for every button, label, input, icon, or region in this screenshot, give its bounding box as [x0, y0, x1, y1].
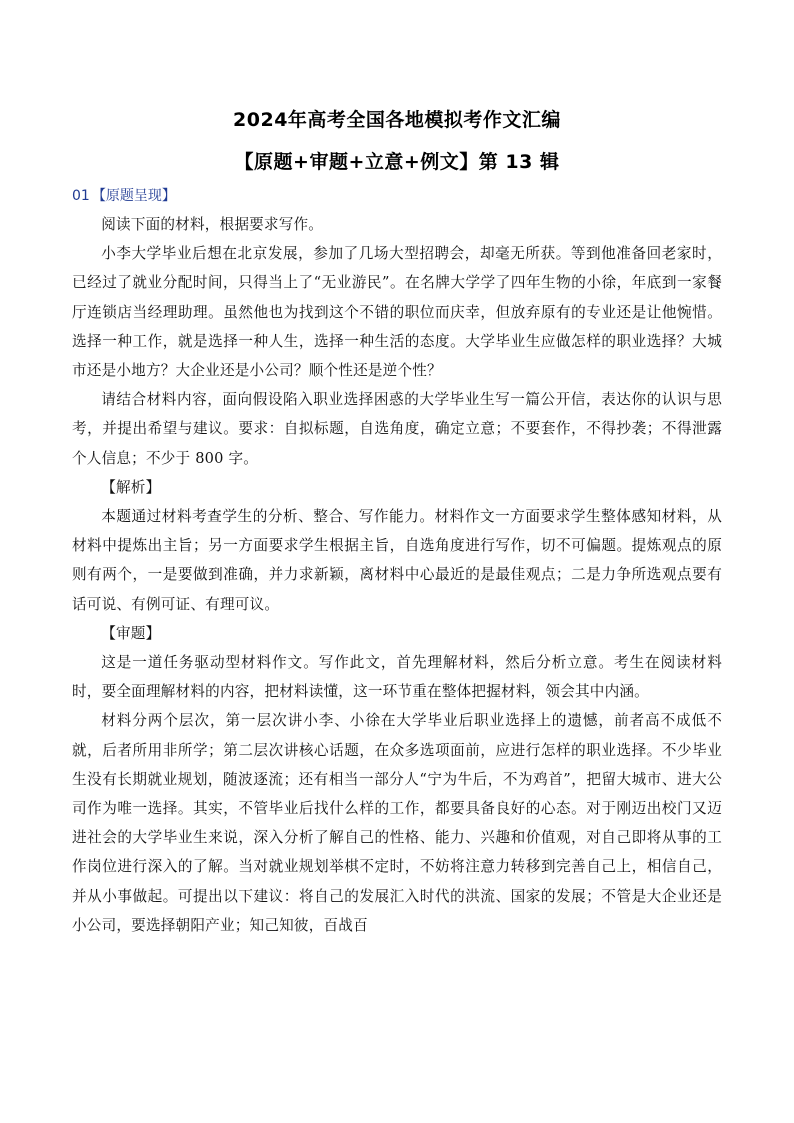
paragraph-requirements: 请结合材料内容，面向假设陷入职业选择困惑的大学毕业生写一篇公开信，表达你的认识与思考，并提出希望与建议。要求：自拟标题，自选角度，确定立意；不要套作，不得抄袭；不得泄露个人信息；不少于 800 字。 — [72, 391, 722, 467]
document-body — [72, 210, 722, 940]
section-heading — [72, 185, 176, 205]
paragraph-review-heading: 【审题】 — [101, 624, 161, 642]
document-subtitle: 【原题+审题+立意+例文】第 13 辑 — [234, 151, 560, 173]
paragraph-analysis: 本题通过材料考查学生的分析、整合、写作能力。材料作文一方面要求学生整体感知材料，从材料中提炼出主旨；另一方面要求学生根据主旨，自选角度进行写作，切不可偏题。提炼观点的原则有两个，一是要做到准确，并力求新颖，离材料中心最近的是最佳观点；二是力争所选观点要有话可说、有例可证、有理可议。 — [72, 508, 722, 613]
paragraph-instruction: 阅读下面的材料，根据要求写作。 — [101, 216, 324, 233]
section-label: 【原题呈现】 — [91, 188, 176, 204]
paragraph-review-1: 这是一道任务驱动型材料作文。写作此文，首先理解材料，然后分析立意。考生在阅读材料时，要全面理解材料的内容，把材料读懂，这一环节重在整体把握材料，领会其中内涵。 — [72, 654, 722, 701]
paragraph-review-2: 材料分两个层次，第一层次讲小李、小徐在大学毕业后职业选择上的遗憾，前者高不成低不就，后者所用非所学；第二层次讲核心话题，在众多选项面前，应进行怎样的职业选择。不少毕业生没有长期就业规划，随波逐流；还有相当一部分人“宁为牛后，不为鸡首”，把留大城市、进大公司作为唯一选择。其实，不管毕业后找什么样的工作，都要具备良好的心态。对于刚迈出校门又迈进社会的大学毕业生来说，深入分析了解自己的性格、能力、兴趣和价值观，对自己即将从事的工作岗位进行深入的了解。当对就业规划举棋不定时，不妨将注意力转移到完善自己上，相信自己，并从小事做起。可提出以下建议：将自己的发展汇入时代的洪流、国家的发展；不管是大企业还是小公司，要选择朝阳产业；知己知彼，百战百 — [72, 712, 722, 934]
section-number: 01 — [72, 188, 90, 204]
paragraph-material: 小李大学毕业后想在北京发展，参加了几场大型招聘会，却毫无所获。等到他准备回老家时，已经过了就业分配时间，只得当上了“无业游民”。在名牌大学学了四年生物的小徐，年底到一家餐厅连锁店当经理助理。虽然他也为找到这个不错的职位而庆幸，但放弃原有的专业还是让他惋惜。选择一种工作，就是选择一种人生，选择一种生活的态度。大学毕业生应做怎样的职业选择？大城市还是小地方？大企业还是小公司？顺个性还是逆个性？ — [72, 245, 722, 380]
paragraph-analysis-heading: 【解析】 — [101, 478, 161, 496]
document-title: 2024年高考全国各地模拟考作文汇编 — [233, 109, 561, 131]
